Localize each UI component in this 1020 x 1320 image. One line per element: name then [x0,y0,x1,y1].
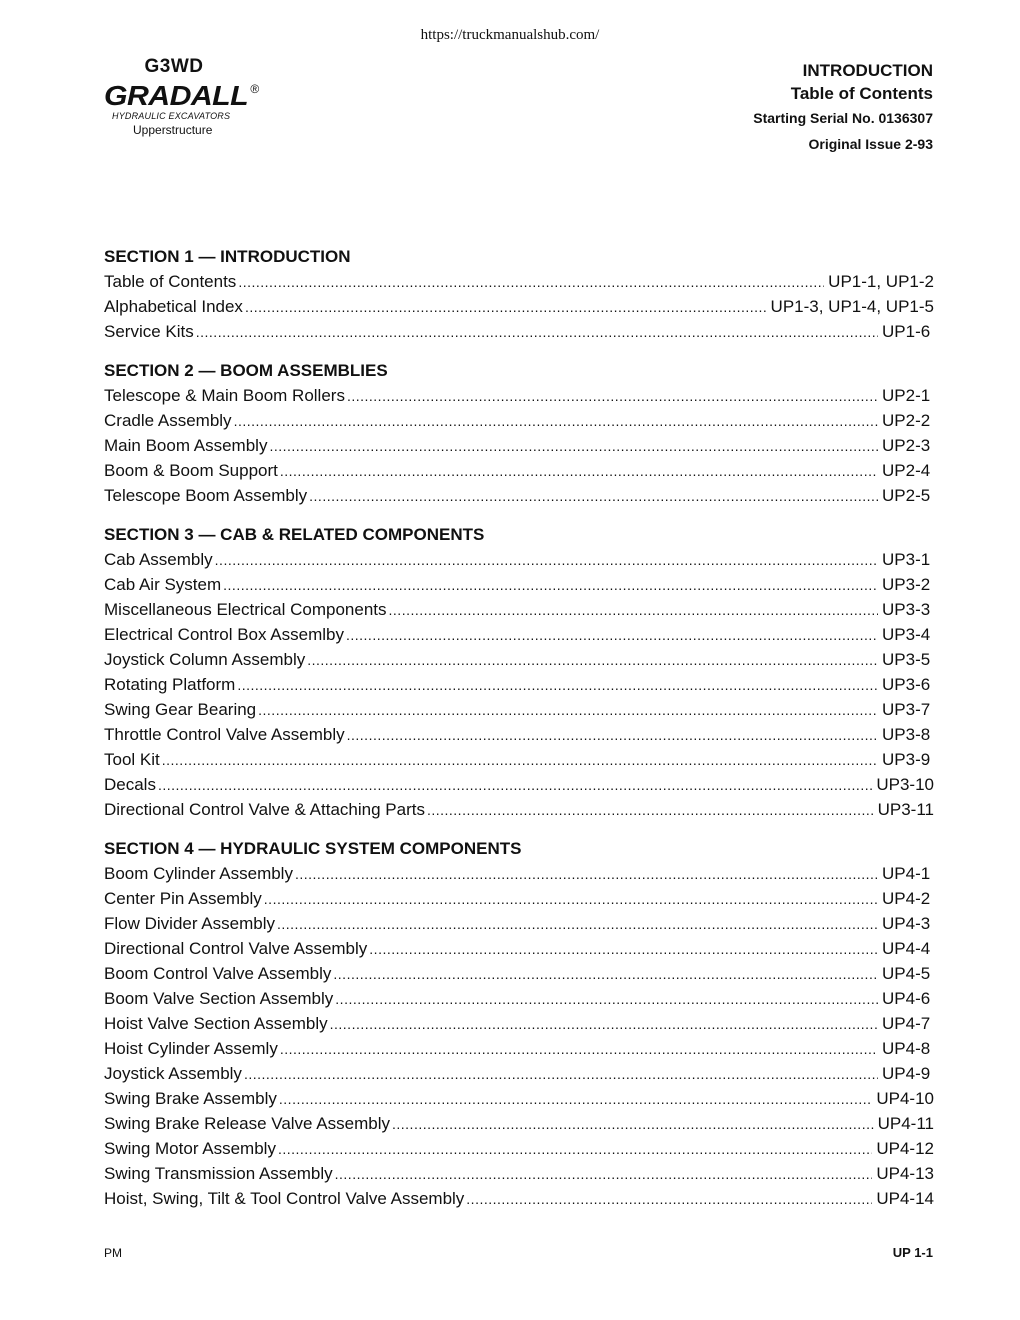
toc-entry-label: Tool Kit [104,750,160,769]
section-heading: SECTION 2 — BOOM ASSEMBLIES [104,361,388,380]
toc-entry-label: Joystick Column Assembly [104,650,306,669]
toc-entry-page: UP3-10 [876,775,934,794]
toc-entry-label: Boom Cylinder Assembly [104,864,293,883]
toc-entry-label: Directional Control Valve Assembly [104,939,368,958]
toc-entry-page: UP3-7 [882,700,931,719]
dot-leader [392,1112,874,1137]
toc-entry-label: Table of Contents [104,272,237,291]
toc-entry-label: Swing Brake Assembly [104,1089,277,1108]
dot-leader [466,1187,872,1212]
toc-entry[interactable] [104,1186,934,1211]
dot-leader [347,723,878,748]
toc-entry-page: UP2-4 [882,461,931,480]
toc-entry[interactable] [104,1011,934,1036]
toc-entry-label: Boom & Boom Support [104,461,278,480]
toc-entry[interactable] [104,1111,934,1136]
toc-entry-page: UP2-2 [882,411,931,430]
toc-entry-page: UP4-9 [882,1064,931,1083]
model-name: G3WD [144,56,204,77]
toc-entry[interactable] [104,622,934,647]
section-heading: SECTION 3 — CAB & RELATED COMPONENTS [104,525,485,544]
dot-leader [244,1062,878,1087]
toc-entry-label: Center Pin Assembly [104,889,262,908]
dot-leader [234,409,878,434]
toc-entry-label: Boom Control Valve Assembly [104,964,332,983]
toc-entry-label: Decals [104,775,156,794]
toc-entry-page: UP4-11 [877,1114,934,1133]
toc-entry-page: UP4-13 [876,1164,934,1183]
dot-leader [215,548,878,573]
toc-entry[interactable] [104,383,934,408]
dot-leader [346,623,878,648]
toc-entry-label: Alphabetical Index [104,297,243,316]
toc-entry[interactable] [104,1086,934,1111]
toc-entry-page: UP4-10 [876,1089,934,1108]
toc-entry-label: Joystick Assembly [104,1064,242,1083]
toc-entry-label: Miscellaneous Electrical Components [104,600,387,619]
toc-entry[interactable] [104,1136,934,1161]
dot-leader [295,862,878,887]
toc-entry-page: UP3-5 [882,650,931,669]
toc-entry[interactable] [104,433,934,458]
toc-entry[interactable] [104,547,934,572]
toc-entry[interactable] [104,483,934,508]
toc-entry-page: UP4-12 [876,1139,934,1158]
toc-entry-label: Swing Brake Release Valve Assembly [104,1114,390,1133]
dot-leader [369,937,878,962]
document-header [753,59,933,157]
dot-leader [330,1012,878,1037]
footer-left: PM [104,1246,122,1260]
section-heading: SECTION 1 — INTRODUCTION [104,247,351,266]
registered-mark: ® [250,82,260,96]
toc-entry[interactable] [104,961,934,986]
toc-entry[interactable] [104,408,934,433]
source-url[interactable]: https://truckmanualshub.com/ [420,27,600,43]
toc-entry[interactable] [104,747,934,772]
toc-entry[interactable] [104,269,934,294]
toc-section [104,244,934,344]
toc-entry-label: Swing Gear Bearing [104,700,257,719]
toc-section [104,836,934,1211]
toc-entry-page: UP3-8 [882,725,931,744]
dot-leader [347,384,878,409]
toc-entry-page: UP3-9 [882,750,931,769]
toc-entry-page: UP1-3, UP1-4, UP1-5 [770,297,934,316]
dot-leader [264,887,878,912]
dot-leader [335,987,878,1012]
toc-entry-label: Electrical Control Box Assemlby [104,625,344,644]
dot-leader [279,1087,872,1112]
dot-leader [269,434,878,459]
page-subtitle: Table of Contents [790,84,933,103]
toc-entry[interactable] [104,1161,934,1186]
toc-entry[interactable] [104,861,934,886]
toc-entry-page: UP1-1, UP1-2 [828,272,934,291]
toc-entry-label: Cab Assembly [104,550,213,569]
toc-entry-label: Rotating Platform [104,675,236,694]
toc-entry-page: UP4-14 [876,1189,934,1208]
dot-leader [389,598,878,623]
toc-entry-label: Hoist Valve Section Assembly [104,1014,328,1033]
dot-leader [280,459,878,484]
toc-entry-page: UP3-6 [882,675,931,694]
toc-entry[interactable] [104,986,934,1011]
toc-entry-page: UP3-4 [882,625,931,644]
toc-entry[interactable] [104,597,934,622]
toc-entry-page: UP2-5 [882,486,931,505]
toc-entry[interactable] [104,697,934,722]
toc-entry-label: Hoist Cylinder Assemly [104,1039,278,1058]
page-title: INTRODUCTION [802,61,933,80]
toc-entry-label: Telescope & Main Boom Rollers [104,386,345,405]
toc-entry-label: Telescope Boom Assembly [104,486,308,505]
toc-entry-page: UP2-3 [882,436,931,455]
toc-entry[interactable] [104,458,934,483]
toc-entry[interactable] [104,1061,934,1086]
dot-leader [427,798,874,823]
toc-entry-label: Service Kits [104,322,194,341]
toc-entry-page: UP4-4 [882,939,931,958]
brand-tagline: HYDRAULIC EXCAVATORS [112,111,231,121]
toc-entry[interactable] [104,647,934,672]
toc-entry-label: Flow Divider Assembly [104,914,275,933]
toc-entry[interactable] [104,886,934,911]
dot-leader [333,962,878,987]
toc-entry-label: Swing Transmission Assembly [104,1164,333,1183]
toc-entry-label: Swing Motor Assembly [104,1139,276,1158]
toc-entry-page: UP4-2 [882,889,931,908]
toc-entry[interactable] [104,772,934,797]
toc-entry-label: Directional Control Valve & Attaching Parts [104,800,425,819]
toc-entry-page: UP4-6 [882,989,931,1008]
toc-entry[interactable] [104,936,934,961]
dot-leader [237,673,878,698]
toc-entry-page: UP3-2 [882,575,931,594]
manual-subtitle: Upperstructure [133,123,213,137]
dot-leader [196,320,878,345]
toc-entry-label: Main Boom Assembly [104,436,268,455]
dot-leader [245,295,767,320]
dot-leader [223,573,878,598]
toc-entry-page: UP4-3 [882,914,931,933]
toc-entry[interactable] [104,672,934,697]
toc-entry[interactable] [104,722,934,747]
toc-section [104,358,934,508]
toc-entry-page: UP3-1 [882,550,931,569]
section-heading: SECTION 4 — HYDRAULIC SYSTEM COMPONENTS [104,839,522,858]
toc-entry-page: UP1-6 [882,322,931,341]
dot-leader [335,1162,873,1187]
dot-leader [277,912,878,937]
dot-leader [278,1137,872,1162]
company-logo [104,56,264,137]
dot-leader [238,270,824,295]
toc-entry-label: Throttle Control Valve Assembly [104,725,345,744]
toc-section [104,522,934,822]
page-number: UP 1-1 [892,1245,933,1260]
toc-entry-label: Cradle Assembly [104,411,232,430]
toc-entry-page: UP4-5 [882,964,931,983]
toc-entry[interactable] [104,1036,934,1061]
toc-entry-page: UP3-11 [877,800,934,819]
toc-entry[interactable] [104,911,934,936]
dot-leader [280,1037,878,1062]
toc-entry-page: UP2-1 [882,386,931,405]
dot-leader [309,484,878,509]
toc-entry[interactable] [104,294,934,319]
dot-leader [158,773,872,798]
dot-leader [307,648,878,673]
table-of-contents [104,244,934,1225]
brand-name: GRADALL [104,80,249,111]
toc-entry[interactable] [104,572,934,597]
dot-leader [258,698,878,723]
toc-entry-label: Boom Valve Section Assembly [104,989,334,1008]
toc-entry-page: UP4-1 [882,864,931,883]
toc-entry[interactable] [104,797,934,822]
issue-date: Original Issue 2-93 [808,136,933,152]
toc-entry-label: Cab Air System [104,575,222,594]
toc-entry-page: UP4-7 [882,1014,931,1033]
toc-entry-page: UP4-8 [882,1039,931,1058]
serial-number: Starting Serial No. 0136307 [753,110,933,126]
toc-entry[interactable] [104,319,934,344]
toc-entry-label: Hoist, Swing, Tilt & Tool Control Valve Assembly [104,1189,465,1208]
toc-entry-page: UP3-3 [882,600,931,619]
dot-leader [162,748,878,773]
